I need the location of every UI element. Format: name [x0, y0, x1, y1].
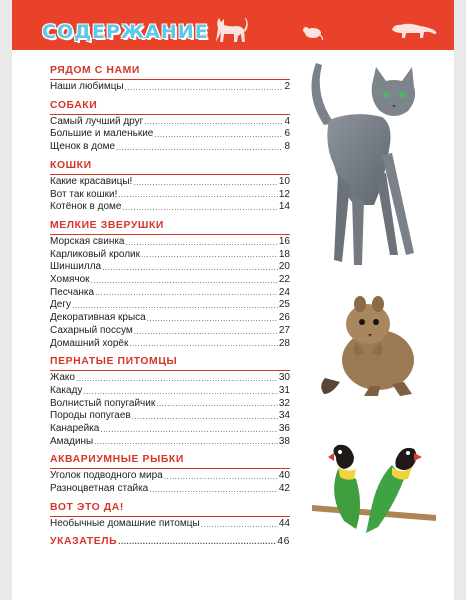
page-number: 6 [284, 128, 290, 140]
toc-section [50, 355, 290, 448]
toc-entry[interactable] [50, 518, 290, 531]
dot-leader [72, 300, 278, 312]
section-title[interactable]: СОБАКИ [50, 99, 290, 115]
page-number: 42 [278, 483, 290, 495]
page-number: 16 [278, 235, 290, 247]
entry-label: Домашний хорёк [50, 337, 129, 349]
toc-entry[interactable] [50, 249, 290, 262]
entry-label: Самый лучший друг [50, 115, 144, 127]
toc-section [50, 64, 290, 94]
toc-entry[interactable] [50, 372, 290, 385]
toc-entry[interactable] [50, 81, 290, 94]
section-title[interactable]: АКВАРИУМНЫЕ РЫБКИ [50, 453, 290, 469]
dot-leader [201, 519, 278, 531]
dot-leader [100, 424, 278, 436]
dot-leader [134, 326, 278, 338]
dot-leader [91, 275, 278, 287]
entry-label: Песчанка [50, 286, 95, 298]
toc-entry[interactable] [50, 176, 290, 189]
entry-label: Шиншилла [50, 261, 102, 273]
page-number: 12 [278, 188, 290, 200]
toc-entry[interactable] [50, 236, 290, 249]
entry-label: Необычные домашние питомцы [50, 517, 200, 529]
dot-leader [132, 411, 278, 423]
toc-entry[interactable] [50, 312, 290, 325]
index-entry[interactable] [50, 536, 290, 549]
dot-leader [154, 129, 283, 141]
degu-photo [320, 282, 430, 402]
page-number: 8 [284, 141, 290, 153]
cat-silhouette-icon [212, 14, 248, 44]
toc-entry[interactable] [50, 410, 290, 423]
entry-label: Породы попугаев [50, 410, 131, 422]
page-number: 10 [278, 175, 290, 187]
entry-label: Котёнок в доме [50, 201, 122, 213]
dot-leader [144, 116, 283, 128]
page-number: 34 [278, 410, 290, 422]
toc-entry[interactable] [50, 470, 290, 483]
page-number: 30 [278, 372, 290, 384]
dot-leader [122, 202, 277, 214]
lovebirds-photo [308, 435, 438, 535]
dot-leader [83, 386, 277, 398]
toc-entry[interactable] [50, 338, 290, 351]
toc-entry[interactable] [50, 287, 290, 300]
page-number: 2 [284, 81, 290, 92]
dot-leader [102, 262, 278, 274]
entry-label: Хомячок [50, 274, 90, 286]
dot-leader [147, 313, 278, 325]
page-edge-right [454, 0, 466, 600]
toc-entry[interactable] [50, 141, 290, 154]
entry-label: Большие и маленькие [50, 128, 154, 140]
toc-entry[interactable] [50, 201, 290, 214]
page-number: 24 [278, 286, 290, 298]
entry-label: Разноцветная стайка [50, 483, 149, 495]
toc-section [50, 219, 290, 350]
section-title[interactable]: МЕЛКИЕ ЗВЕРУШКИ [50, 219, 290, 235]
page-number: 31 [278, 384, 290, 396]
entry-label: Декоративная крыса [50, 312, 146, 324]
page-number: 27 [278, 324, 290, 336]
toc-section [50, 453, 290, 495]
toc-entry[interactable] [50, 436, 290, 449]
entry-label: Жако [50, 372, 75, 384]
page-edge-left [0, 0, 12, 600]
section-title[interactable]: КОШКИ [50, 159, 290, 175]
page-number: 32 [278, 397, 290, 409]
entry-label: Амадины [50, 435, 94, 447]
page-number: 18 [278, 248, 290, 260]
page-number: 4 [284, 115, 290, 127]
toc-entry[interactable] [50, 423, 290, 436]
entry-label: Щенок в доме [50, 141, 116, 153]
toc-section [50, 99, 290, 154]
dot-leader [118, 536, 276, 548]
toc-entry[interactable] [50, 483, 290, 496]
section-title[interactable]: ПЕРНАТЫЕ ПИТОМЦЫ [50, 355, 290, 371]
header-bar [12, 0, 454, 50]
grey-cat-photo [294, 55, 424, 275]
entry-label: Канарейка [50, 423, 100, 435]
toc-entry[interactable] [50, 116, 290, 129]
toc-entry[interactable] [50, 261, 290, 274]
table-of-contents [50, 64, 290, 553]
dot-leader [164, 471, 278, 483]
dot-leader [116, 142, 283, 154]
toc-section [50, 159, 290, 214]
entry-label: Морская свинка [50, 235, 125, 247]
entry-label: Дегу [50, 299, 71, 311]
dot-leader [125, 82, 284, 94]
dot-leader [118, 189, 278, 201]
dot-leader [156, 398, 278, 410]
dot-leader [133, 177, 278, 189]
page-number: 14 [278, 201, 290, 213]
toc-entry[interactable] [50, 274, 290, 287]
entry-label: Уголок подводного мира [50, 470, 163, 482]
toc-section [50, 501, 290, 531]
book-page [12, 0, 454, 600]
toc-entry[interactable] [50, 385, 290, 398]
page-number: 36 [278, 423, 290, 435]
dot-leader [95, 287, 278, 299]
mouse-silhouette-icon [302, 24, 324, 40]
ferret-silhouette-icon [390, 18, 438, 40]
page-number: 25 [278, 299, 290, 311]
section-title[interactable]: ВОТ ЭТО ДА! [50, 501, 290, 517]
toc-entry[interactable] [50, 299, 290, 312]
toc-entry[interactable] [50, 189, 290, 202]
entry-label: Волнистый попугайчик [50, 397, 156, 409]
entry-label: Сахарный поссум [50, 324, 133, 336]
dot-leader [76, 373, 278, 385]
dot-leader [129, 338, 278, 350]
page-number: 38 [278, 435, 290, 447]
entry-label: Какаду [50, 384, 83, 396]
section-title: УКАЗАТЕЛЬ [50, 535, 118, 547]
section-title[interactable]: РЯДОМ С НАМИ [50, 64, 290, 80]
entry-label: Какие красавицы! [50, 175, 133, 187]
page-number: 46 [277, 535, 290, 547]
dot-leader [149, 484, 278, 496]
page-number: 28 [278, 337, 290, 349]
entry-label: Карликовый кролик [50, 248, 141, 260]
toc-section [50, 536, 290, 549]
toc-entry[interactable] [50, 128, 290, 141]
toc-entry[interactable] [50, 325, 290, 338]
page-number: 40 [278, 470, 290, 482]
entry-label: Вот так кошки! [50, 188, 118, 200]
dot-leader [141, 249, 278, 261]
entry-label: Наши любимцы [50, 81, 124, 92]
page-number: 26 [278, 312, 290, 324]
dot-leader [94, 436, 278, 448]
dot-leader [126, 237, 278, 249]
page-number: 20 [278, 261, 290, 273]
page-number: 22 [278, 274, 290, 286]
toc-entry[interactable] [50, 398, 290, 411]
page-number: 44 [278, 517, 290, 529]
page-title: СОДЕРЖАНИЕ [42, 21, 209, 43]
